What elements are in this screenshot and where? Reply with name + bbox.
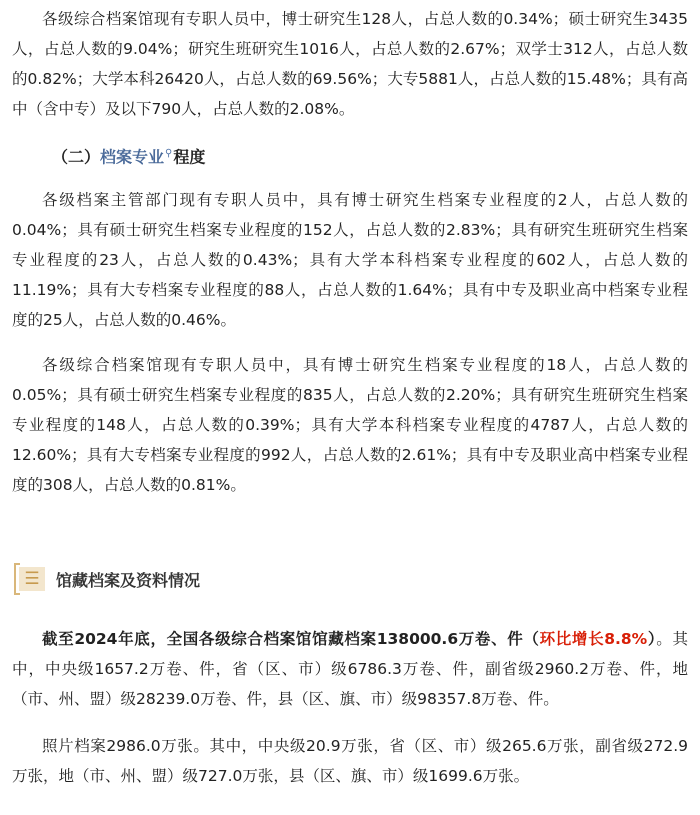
text-line: 人，占总人数的9.04%；研究生班研究生1016人，占总人数的2.67%；双学士312人，占总人数: [12, 40, 688, 58]
three-icon: ☰: [14, 563, 46, 595]
text-line: 11.19%；具有大专档案专业程度的88人，占总人数的1.64%；具有中专及职业高中档案专业程: [12, 281, 688, 299]
text-line: 度的308人，占总人数的0.81%。: [12, 476, 246, 494]
text-line: 万张，地（市、州、盟）级727.0万张，县（区、旗、市）级1699.6万张。: [12, 767, 530, 785]
subsection-heading: [52, 140, 205, 171]
text-line: 0.05%；具有硕士研究生档案专业程度的835人，占总人数的2.20%；具有研究生班研究生档案: [12, 386, 688, 404]
text-line: 照片档案2986.0万张。其中，中央级20.9万张，省（区、市）级265.6万张，副省级272.9: [42, 737, 688, 755]
text-line: 各级综合档案馆现有专职人员中，博士研究生128人，占总人数的0.34%；硕士研究生3435: [42, 10, 688, 28]
text-line: 中，中央级1657.2万卷、件，省（区、市）级6786.3万卷、件，副省级2960.2万卷、件，地: [12, 660, 688, 678]
text-line: 专业程度的23人，占总人数的0.43%；具有大学本科档案专业程度的602人，占总人数的: [12, 251, 688, 269]
archive-specialty-link[interactable]: 档案专业: [100, 147, 165, 167]
paragraph-holdings: [12, 624, 688, 714]
text-line: [12, 624, 688, 654]
text-line: 度的25人，占总人数的0.46%。: [12, 311, 236, 329]
text-line: 的0.82%；大学本科26420人，占总人数的69.56%；大专5881人，占总人数的15.48%；具有高: [12, 70, 688, 88]
paragraph-education-levels: [12, 4, 688, 124]
paragraph-photos: [12, 731, 688, 791]
text-line: 中（含中专）及以下790人，占总人数的2.08%。: [12, 100, 355, 118]
section-header: [14, 562, 200, 596]
holdings-lead: 截至2024年底，全国各级综合档案馆馆藏档案138000.6万卷、件（: [42, 630, 540, 648]
holdings-lead-close: ）: [647, 630, 657, 648]
growth-highlight: 环比增长8.8%: [539, 630, 648, 648]
text-line: 12.60%；具有大专档案专业程度的992人，占总人数的2.61%；具有中专及职业高中档案专业程: [12, 446, 688, 464]
subsection-suffix: 程度: [173, 147, 206, 167]
subsection-prefix: （二）: [52, 147, 101, 167]
paragraph-admin-specialty: [12, 185, 688, 335]
search-icon[interactable]: ⚲: [165, 148, 173, 159]
text-line: 专业程度的148人，占总人数的0.39%；具有大学本科档案专业程度的4787人，占总人数的: [12, 416, 688, 434]
section-title: 馆藏档案及资料情况: [56, 570, 201, 590]
text-line: 各级档案主管部门现有专职人员中，具有博士研究生档案专业程度的2人，占总人数的: [42, 191, 688, 209]
text-line: 0.04%；具有硕士研究生档案专业程度的152人，占总人数的2.83%；具有研究生班研究生档案: [12, 221, 688, 239]
text-line: （市、州、盟）级28239.0万卷、件，县（区、旗、市）级98357.8万卷、件。: [12, 690, 559, 708]
paragraph-archives-specialty: [12, 350, 688, 500]
holdings-lead-rest: 。其: [656, 630, 688, 648]
text-line: 各级综合档案馆现有专职人员中，具有博士研究生档案专业程度的18人，占总人数的: [42, 356, 688, 374]
